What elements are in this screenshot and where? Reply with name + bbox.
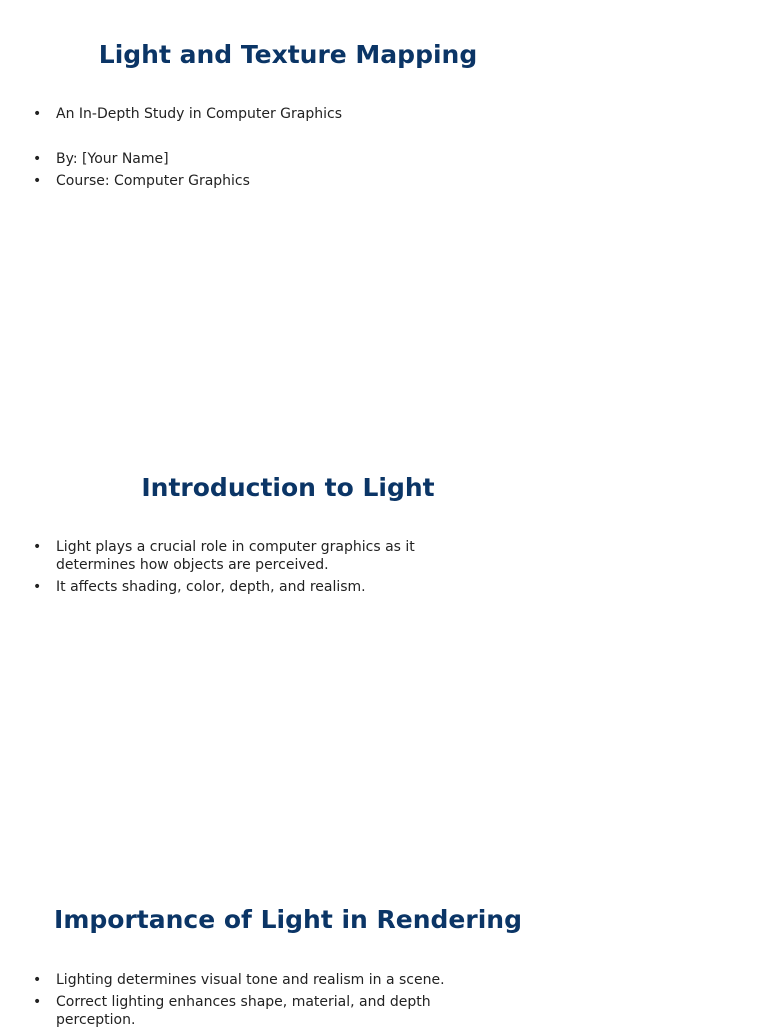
bullet-text: Light plays a crucial role in computer graphics as it determines how objects are perceived. <box>56 539 415 573</box>
bullet-text: Correct lighting enhances shape, material, and depth perception. <box>56 994 431 1028</box>
bullet-icon: • <box>33 994 42 1010</box>
bullet-icon: • <box>33 173 42 189</box>
slide-2 <box>0 432 576 864</box>
bullet-list <box>0 971 496 1029</box>
bullet-list <box>0 105 496 190</box>
slide-1 <box>0 0 576 432</box>
bullet-text: Course: Computer Graphics <box>56 173 250 189</box>
bullet-icon: • <box>33 106 42 122</box>
bullet-text: Lighting determines visual tone and realism in a scene. <box>56 972 445 988</box>
slide-3 <box>0 864 576 1028</box>
list-item <box>0 172 496 190</box>
bullet-icon: • <box>33 539 42 555</box>
slide-title: Introduction to Light <box>141 473 435 502</box>
bullet-text: It affects shading, color, depth, and realism. <box>56 579 366 595</box>
list-item <box>0 150 496 168</box>
bullet-icon: • <box>33 579 42 595</box>
bullet-text: By: [Your Name] <box>56 151 169 167</box>
bullet-icon: • <box>33 972 42 988</box>
slide-title: Light and Texture Mapping <box>98 40 478 69</box>
list-item <box>0 538 496 574</box>
list-item <box>0 105 496 123</box>
list-item <box>0 578 496 596</box>
bullet-list <box>0 538 496 596</box>
slide-title: Importance of Light in Rendering <box>54 905 522 934</box>
bullet-icon: • <box>33 151 42 167</box>
list-item <box>0 971 496 989</box>
bullet-text: An In-Depth Study in Computer Graphics <box>56 106 343 122</box>
